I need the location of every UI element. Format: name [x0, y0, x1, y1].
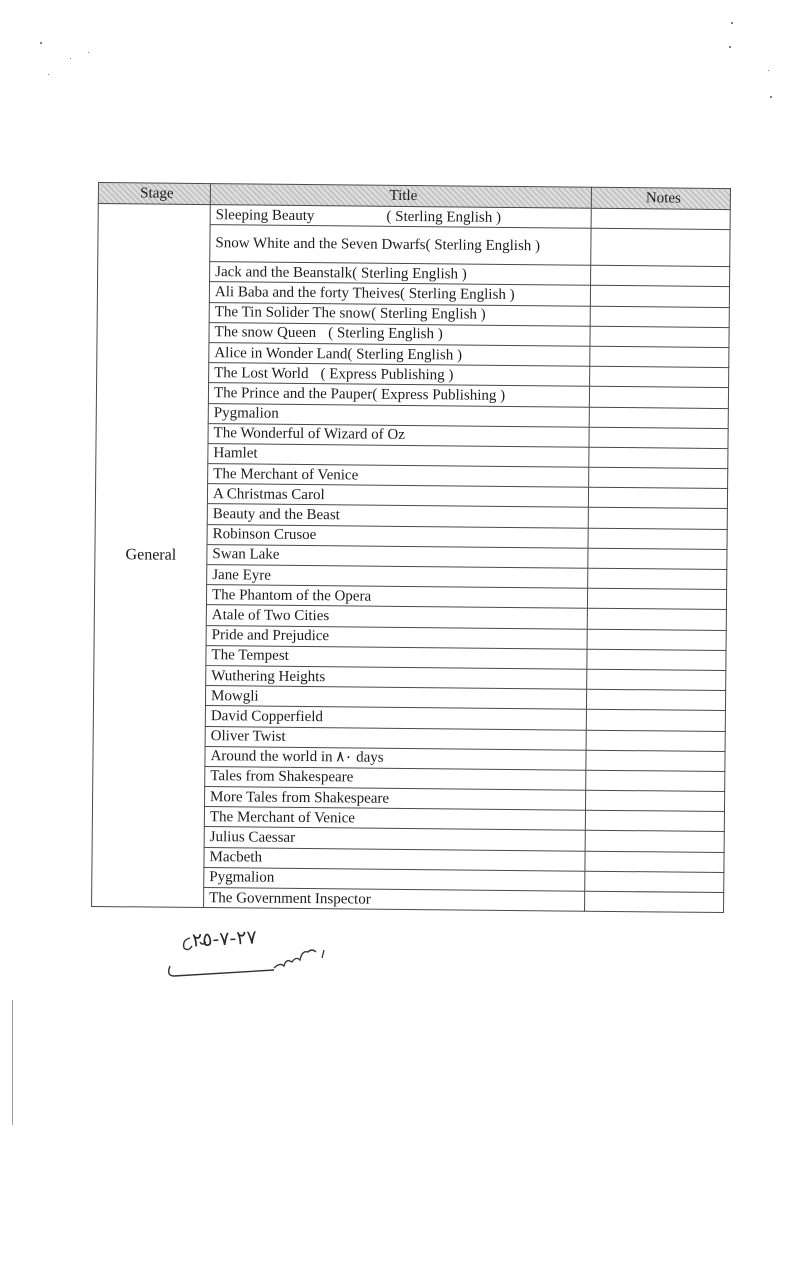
- book-title: Wuthering Heights: [211, 667, 326, 685]
- book-title: Jane Eyre: [212, 566, 272, 584]
- book-title: Pygmalion: [213, 405, 279, 422]
- scan-speck: [40, 42, 42, 44]
- book-title: The Tin Solider The snow( Sterling English ): [214, 304, 486, 323]
- book-title: Sleeping Beauty: [215, 206, 315, 224]
- book-publisher: ( Express Publishing ): [320, 365, 454, 384]
- notes-cell: [589, 407, 728, 429]
- notes-cell: [587, 629, 726, 651]
- book-publisher: ( Sterling English ): [328, 325, 443, 343]
- book-title: Julius Caessar: [209, 829, 296, 846]
- handwritten-date: ٢٧-٧-٢٥: [191, 926, 258, 952]
- notes-cell: [587, 588, 726, 610]
- book-title: Tales from Shakespeare: [210, 768, 354, 786]
- notes-cell: [585, 891, 724, 913]
- notes-cell: [586, 750, 725, 772]
- book-title: The Merchant of Venice: [213, 465, 359, 484]
- book-title: The snow Queen: [214, 324, 317, 342]
- notes-cell: [588, 528, 727, 550]
- stage-header: Stage: [98, 183, 210, 205]
- notes-cell: [586, 710, 725, 732]
- notes-cell: [591, 208, 730, 230]
- book-title: More Tales from Shakespeare: [210, 788, 390, 807]
- notes-cell: [590, 286, 729, 308]
- notes-cell: [587, 649, 726, 671]
- notes-cell: [585, 810, 724, 832]
- book-title: Pygmalion: [209, 869, 275, 887]
- notes-cell: [590, 346, 729, 368]
- handwritten-signature-area: [162, 928, 362, 988]
- notes-cell: [588, 487, 727, 509]
- signature-scribble: [162, 928, 362, 988]
- book-title: Robinson Crusoe: [212, 526, 317, 544]
- notes-cell: [591, 265, 730, 287]
- book-title: The Wonderful of Wizard of Oz: [213, 425, 405, 444]
- title-header: Title: [210, 184, 591, 209]
- notes-cell: [586, 730, 725, 752]
- scan-speck: [768, 70, 769, 71]
- book-title: A Christmas Carol: [212, 485, 325, 504]
- notes-cell: [591, 228, 730, 266]
- notes-header: Notes: [591, 187, 730, 209]
- book-title: Ali Baba and the forty Theives( Sterling English ): [214, 284, 515, 303]
- book-title-cell: [210, 225, 591, 266]
- book-title: The Phantom of the Opera: [211, 586, 372, 605]
- notes-cell: [586, 689, 725, 711]
- book-title: The Tempest: [211, 647, 289, 665]
- scan-speck: [729, 46, 731, 48]
- book-title: Jack and the Beanstalk( Sterling English ): [215, 263, 467, 283]
- book-title: Macbeth: [209, 849, 263, 866]
- notes-cell: [589, 387, 728, 409]
- notes-cell: [585, 790, 724, 812]
- book-title: Pride and Prejudice: [211, 627, 330, 645]
- book-title: Atale of Two Cities: [211, 607, 330, 625]
- stage-cell: General: [92, 204, 211, 908]
- book-title: David Copperfield: [210, 708, 324, 726]
- notes-cell: [589, 427, 728, 449]
- book-title: Swan Lake: [212, 546, 280, 564]
- book-title: The Lost World: [214, 364, 309, 382]
- scan-speck: [731, 22, 733, 24]
- scan-speck: [48, 74, 49, 75]
- book-title: Alice in Wonder Land( Sterling English ): [214, 344, 463, 364]
- notes-cell: [585, 851, 724, 873]
- book-title: The Government Inspector: [209, 889, 371, 908]
- notes-cell: [589, 467, 728, 489]
- notes-cell: [590, 306, 729, 328]
- notes-cell: [588, 568, 727, 590]
- book-title: Snow White and the Seven Dwarfs( Sterling English ): [215, 235, 541, 255]
- notes-cell: [588, 548, 727, 570]
- book-title: The Merchant of Venice: [209, 808, 356, 827]
- notes-cell: [590, 366, 729, 388]
- book-publisher: ( Sterling English ): [386, 208, 502, 226]
- notes-cell: [587, 609, 726, 631]
- scan-speck: [770, 96, 772, 98]
- notes-cell: [588, 508, 727, 530]
- book-list-table: [91, 182, 731, 913]
- notes-cell: [585, 871, 724, 893]
- notes-cell: [589, 447, 728, 469]
- notes-cell: [586, 770, 725, 792]
- scan-edge-line: [12, 1000, 13, 1125]
- book-title: Hamlet: [213, 445, 258, 463]
- scan-speck: [88, 52, 89, 53]
- book-title: Mowgli: [210, 687, 259, 705]
- book-title: Around the world in ٨٠ days: [210, 748, 384, 767]
- book-title-cell: [204, 888, 585, 912]
- scan-speck: [70, 58, 71, 59]
- notes-cell: [585, 831, 724, 853]
- book-title: The Prince and the Pauper( Express Publishing ): [213, 385, 506, 404]
- notes-cell: [587, 669, 726, 691]
- book-title: Oliver Twist: [210, 728, 286, 745]
- notes-cell: [590, 326, 729, 348]
- book-title: Beauty and the Beast: [212, 506, 340, 524]
